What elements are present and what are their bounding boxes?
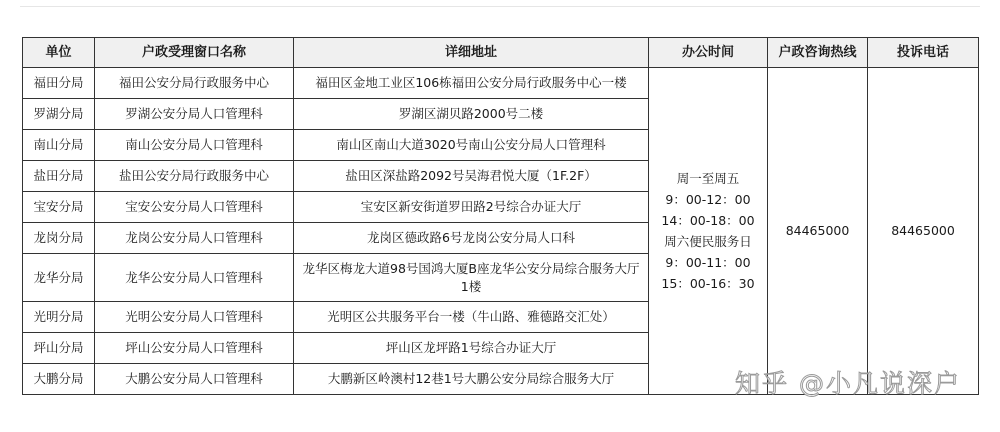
cell-address: 盐田区深盐路2092号吴海君悦大厦（1F.2F） xyxy=(294,161,649,192)
cell-window-name: 罗湖公安分局人口管理科 xyxy=(95,99,294,130)
cell-window-name: 南山公安分局人口管理科 xyxy=(95,130,294,161)
cell-address: 南山区南山大道3020号南山公安分局人口管理科 xyxy=(294,130,649,161)
cell-address: 宝安区新安街道罗田路2号综合办证大厅 xyxy=(294,192,649,223)
cell-unit: 龙华分局 xyxy=(23,254,95,302)
cell-window-name: 盐田公安分局行政服务中心 xyxy=(95,161,294,192)
zhihu-watermark: 知乎 @小凡说深户 xyxy=(735,369,961,398)
cell-unit: 坪山分局 xyxy=(23,333,95,364)
header-hotline: 户政咨询热线 xyxy=(768,38,868,68)
cell-hotline: 84465000 xyxy=(768,68,868,395)
cell-address: 罗湖区湖贝路2000号二楼 xyxy=(294,99,649,130)
header-address: 详细地址 xyxy=(294,38,649,68)
cell-unit: 盐田分局 xyxy=(23,161,95,192)
cell-window-name: 宝安公安分局人口管理科 xyxy=(95,192,294,223)
table-header-row xyxy=(23,38,979,68)
cell-address: 龙岗区德政路6号龙岗公安分局人口科 xyxy=(294,223,649,254)
cell-window-name: 龙华公安分局人口管理科 xyxy=(95,254,294,302)
header-window-name: 户政受理窗口名称 xyxy=(95,38,294,68)
hours-line: 9：00-12：00 xyxy=(665,192,751,207)
cell-address: 光明区公共服务平台一楼（牛山路、雅德路交汇处） xyxy=(294,302,649,333)
hours-line: 9：00-11：00 xyxy=(665,255,751,270)
cell-address: 龙华区梅龙大道98号国鸿大厦B座龙华公安分局综合服务大厅1楼 xyxy=(294,254,649,302)
cell-window-name: 坪山公安分局人口管理科 xyxy=(95,333,294,364)
header-unit: 单位 xyxy=(23,38,95,68)
hours-line: 15：00-16：30 xyxy=(661,276,755,291)
cell-unit: 宝安分局 xyxy=(23,192,95,223)
cell-window-name: 光明公安分局人口管理科 xyxy=(95,302,294,333)
header-complaint-phone: 投诉电话 xyxy=(868,38,979,68)
cell-unit: 福田分局 xyxy=(23,68,95,99)
cell-complaint-phone: 84465000 xyxy=(868,68,979,395)
cell-unit: 大鹏分局 xyxy=(23,364,95,395)
hours-line: 周六便民服务日 xyxy=(664,234,752,249)
table-row xyxy=(23,68,979,99)
hours-line: 周一至周五 xyxy=(676,171,740,186)
header-office-hours: 办公时间 xyxy=(649,38,768,68)
hours-line: 14：00-18：00 xyxy=(661,213,755,228)
cell-unit: 罗湖分局 xyxy=(23,99,95,130)
top-divider xyxy=(20,6,980,7)
cell-office-hours xyxy=(649,68,768,395)
cell-unit: 龙岗分局 xyxy=(23,223,95,254)
cell-address: 大鹏新区岭澳村12巷1号大鹏公安分局综合服务大厅 xyxy=(294,364,649,395)
cell-address: 福田区金地工业区106栋福田公安分局行政服务中心一楼 xyxy=(294,68,649,99)
household-office-table xyxy=(22,37,979,395)
cell-window-name: 福田公安分局行政服务中心 xyxy=(95,68,294,99)
cell-window-name: 大鹏公安分局人口管理科 xyxy=(95,364,294,395)
cell-address: 坪山区龙坪路1号综合办证大厅 xyxy=(294,333,649,364)
cell-unit: 光明分局 xyxy=(23,302,95,333)
cell-unit: 南山分局 xyxy=(23,130,95,161)
cell-window-name: 龙岗公安分局人口管理科 xyxy=(95,223,294,254)
